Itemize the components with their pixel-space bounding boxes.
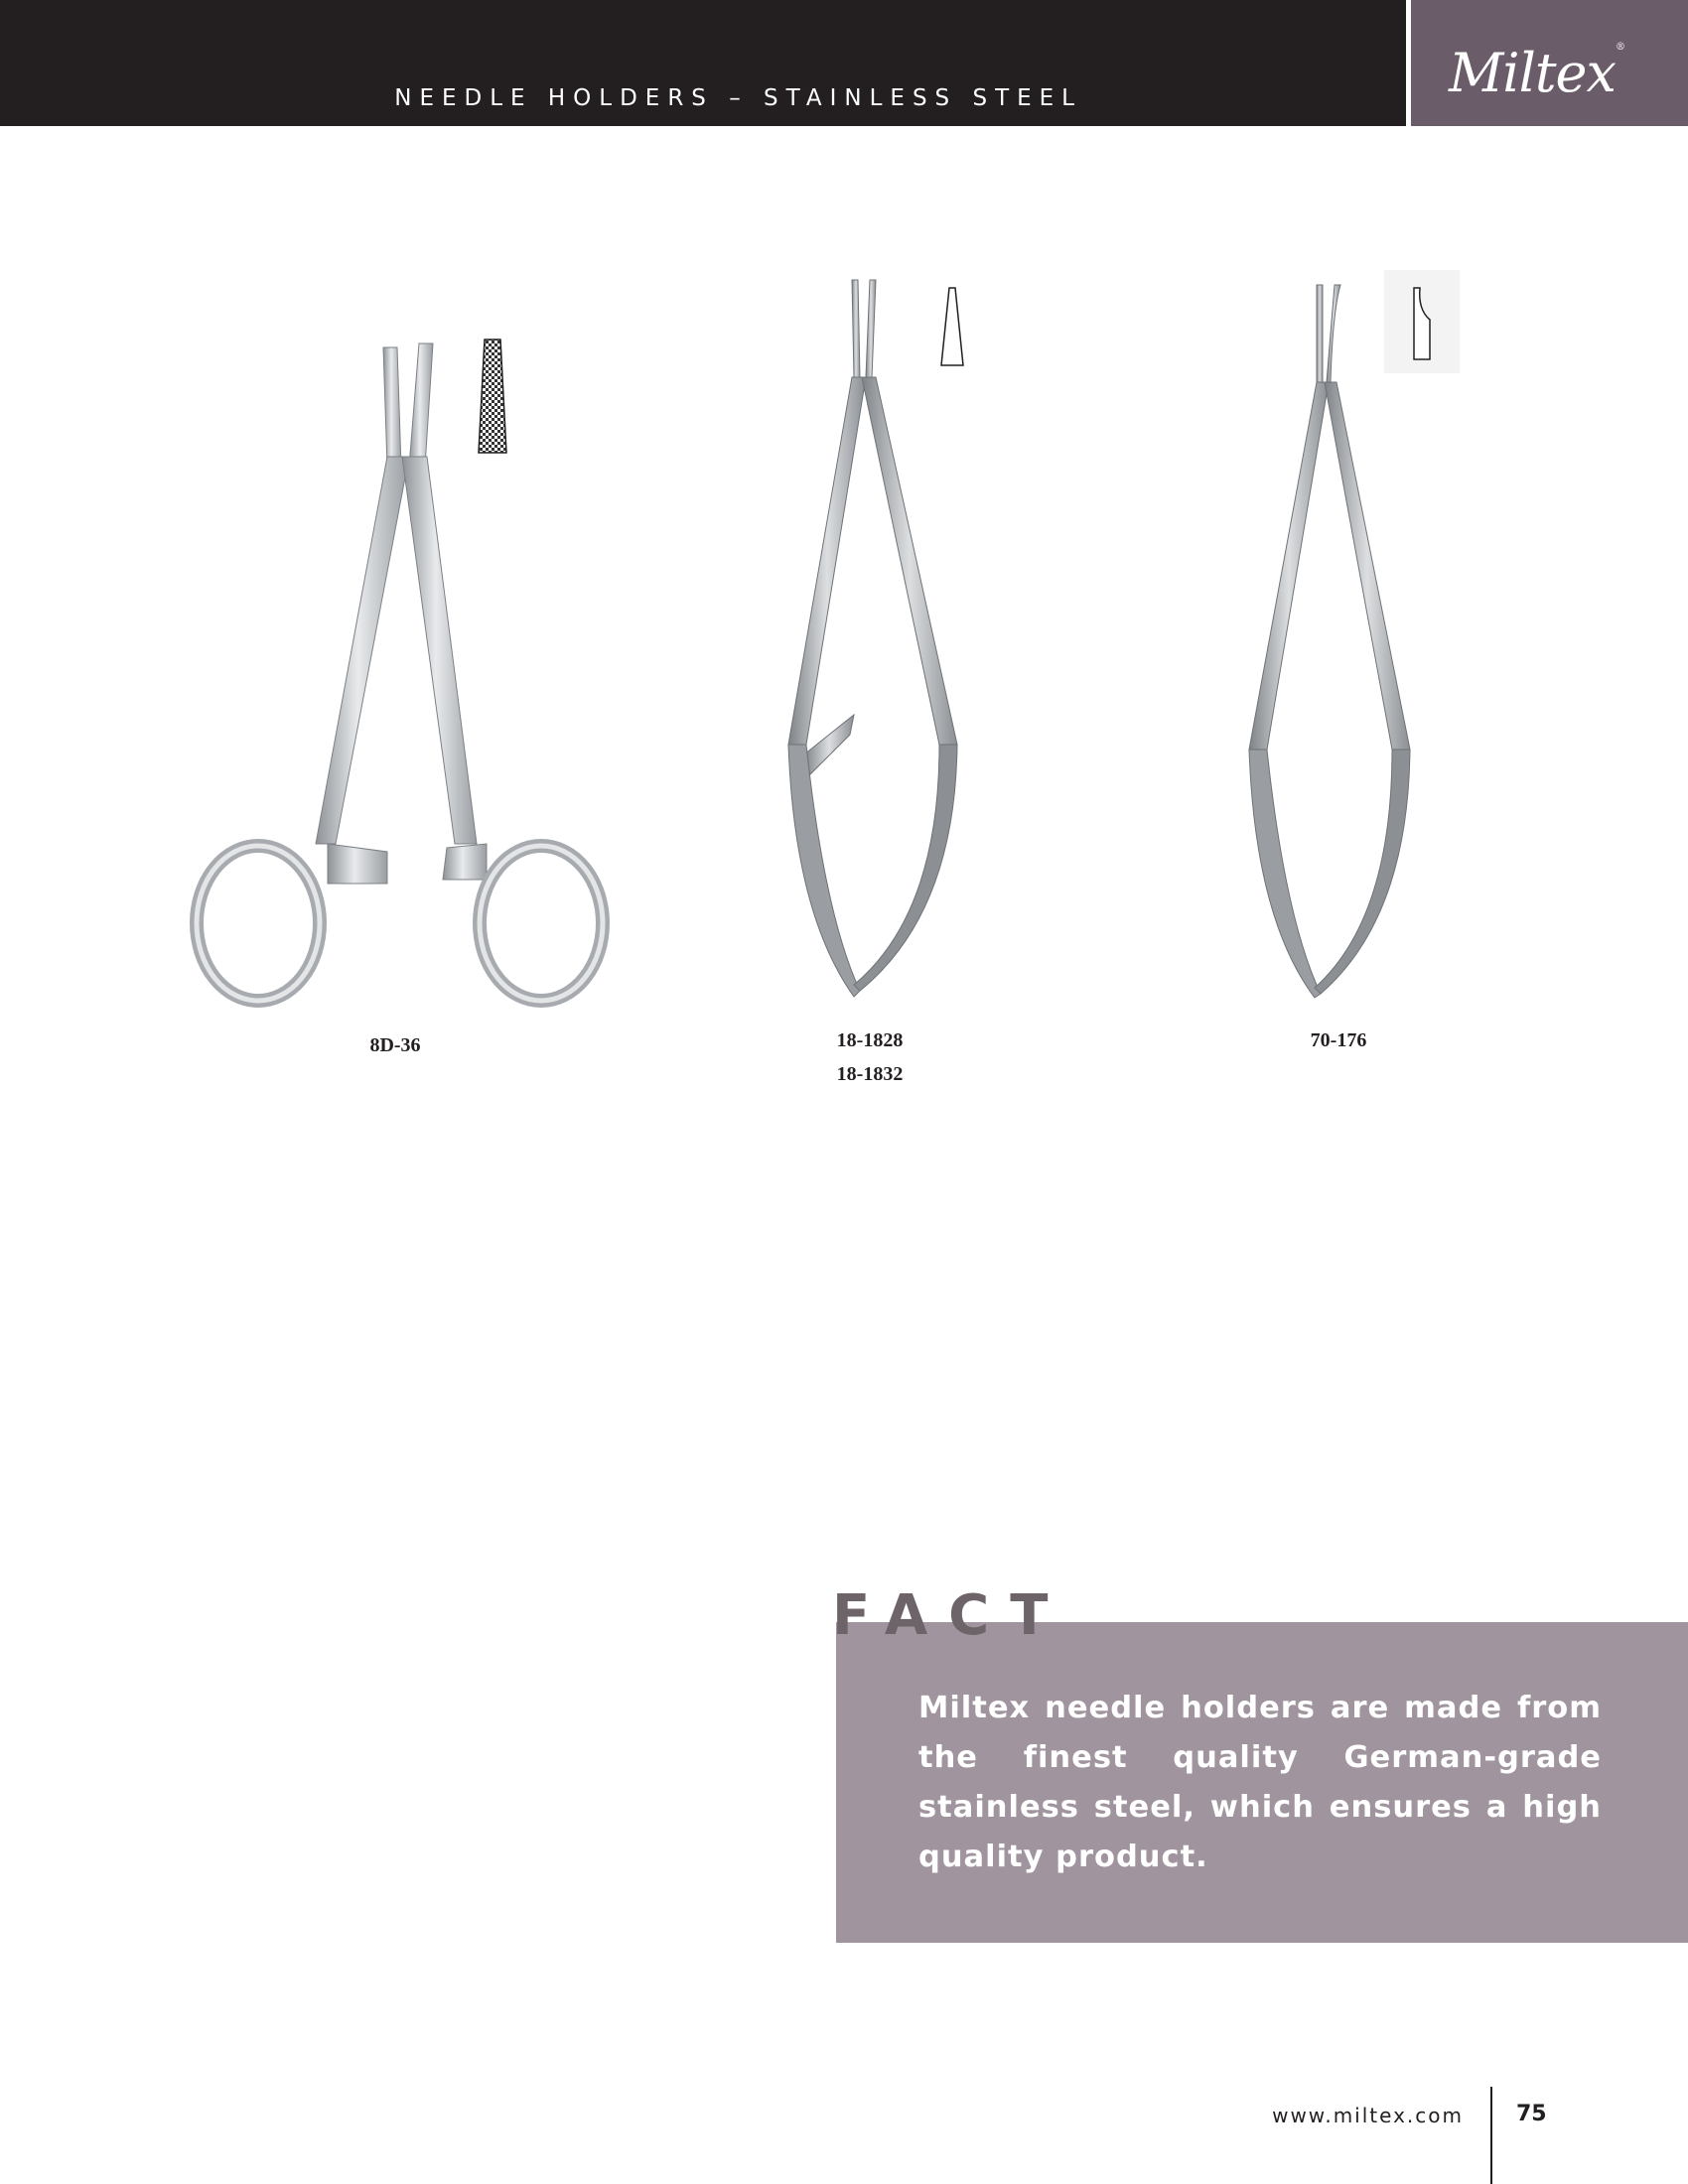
brand-box: [1411, 0, 1688, 126]
jaw-detail-1: [477, 338, 508, 455]
page-number: 75: [1516, 2102, 1547, 2126]
miltex-logo: Miltex®: [1449, 42, 1624, 104]
straight-jaw-icon: [939, 286, 965, 367]
fact-heading: FACT: [832, 1583, 1069, 1648]
product-code-8d-36: 8D-36: [369, 1034, 421, 1056]
serrated-jaw-icon: [477, 338, 508, 455]
product-code-70-176: 70-176: [1310, 1029, 1367, 1051]
product-image-2: [765, 278, 973, 1013]
jaw-detail-3: [1384, 270, 1460, 373]
product-code-18-1828: 18-1828: [836, 1029, 904, 1051]
curved-jaw-icon: [1384, 270, 1460, 373]
brand-name: Miltex: [1449, 42, 1616, 104]
product-image-1: [189, 328, 675, 1013]
fact-text: Miltex needle holders are made from the finest quality German-grade stainless steel, which ensures a high quality product.: [918, 1691, 1602, 1874]
footer-url[interactable]: www.miltex.com: [1272, 2104, 1464, 2127]
product-code-18-1832: 18-1832: [836, 1063, 904, 1085]
spring-needle-holder-curved-icon: [1241, 283, 1420, 1013]
page-section-title: NEEDLE HOLDERS – STAINLESS STEEL: [394, 85, 1082, 111]
product-image-3: [1241, 283, 1420, 1013]
spring-needle-holder-straight-icon: [765, 278, 973, 1013]
jaw-detail-2: [939, 286, 965, 367]
footer-divider: [1490, 2087, 1492, 2184]
ring-handle-needle-holder-icon: [189, 328, 675, 1013]
header-bar: [0, 0, 1406, 126]
